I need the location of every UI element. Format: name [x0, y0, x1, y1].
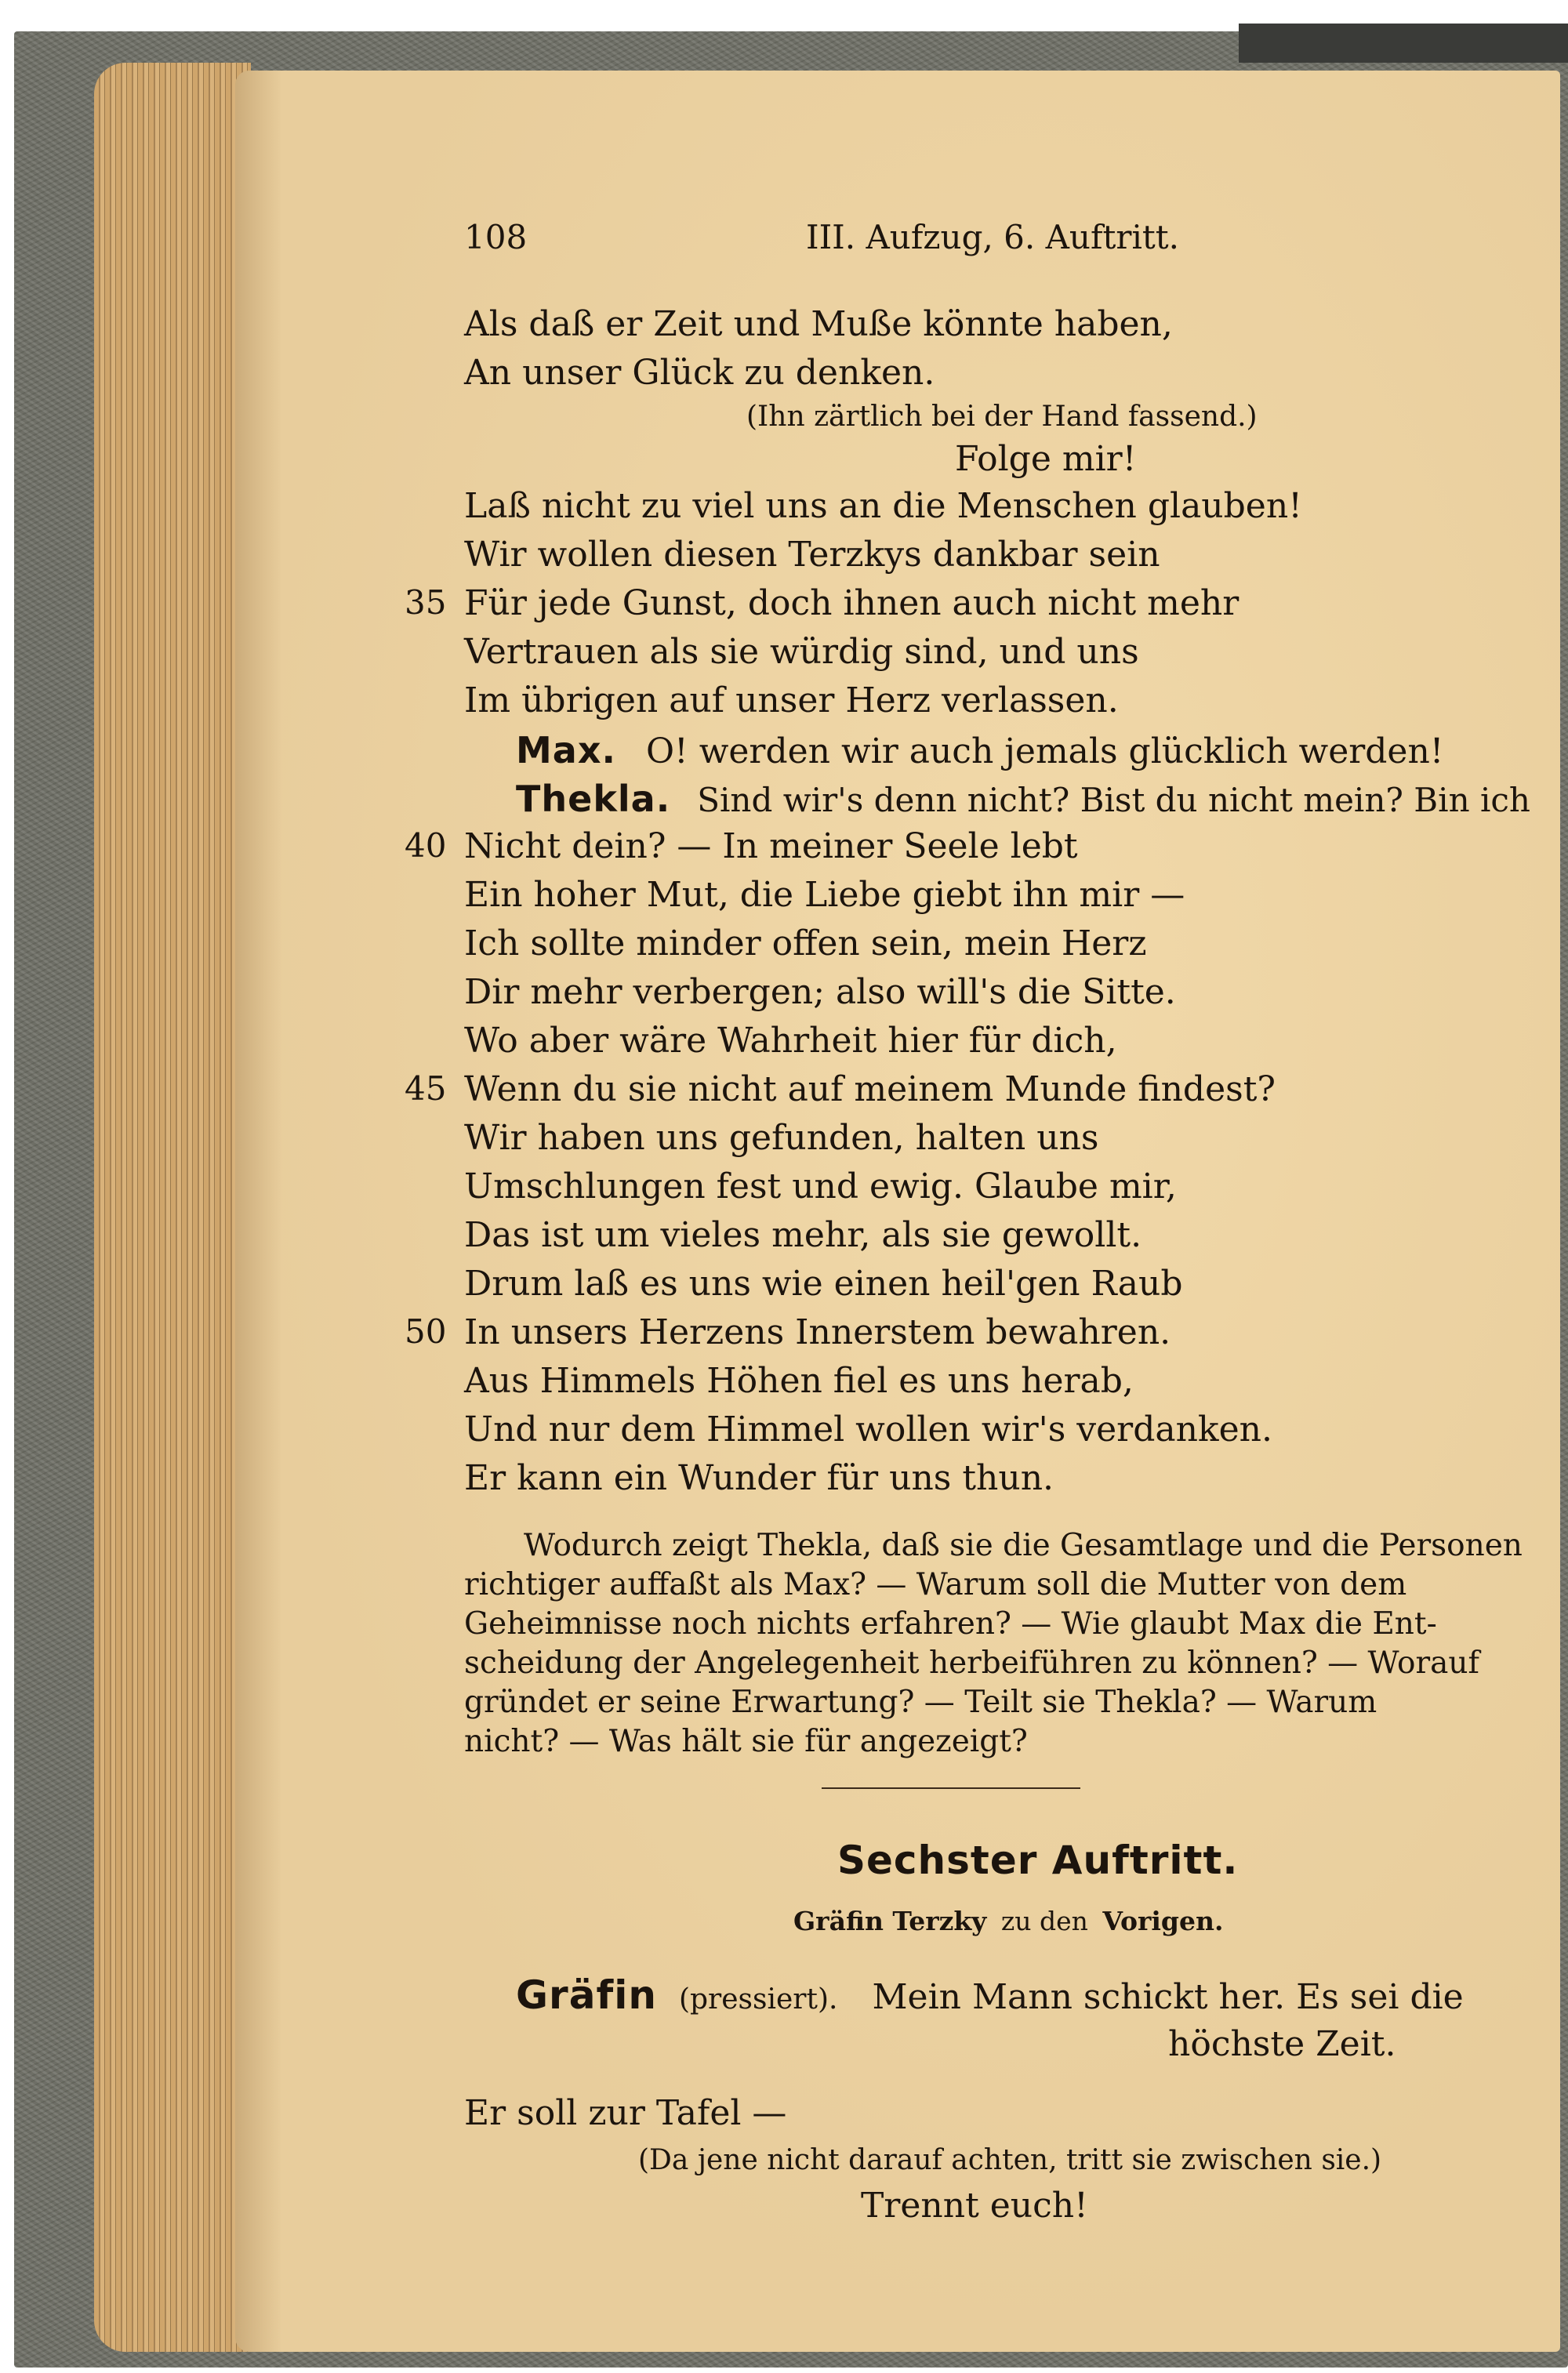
line-number: 35 — [405, 583, 447, 622]
verse-line: Umschlungen fest und ewig. Glaube mir, — [464, 1167, 1177, 1206]
line-number: 50 — [405, 1312, 447, 1351]
book-binding-edge — [1239, 24, 1568, 63]
speaker-name: Max. — [516, 729, 616, 771]
dialogue-text: Sind wir's denn nicht? Bist du nicht mein? Bin ich — [697, 781, 1530, 819]
study-question-line: richtiger auffaßt als Max? — Warum soll die Mutter von dem — [464, 1567, 1407, 1602]
character-name: Gräfin Terzky — [793, 1906, 987, 1936]
verse-line: Für jede Gunst, doch ihnen auch nicht mehr — [464, 583, 1240, 623]
line-number: 40 — [405, 826, 447, 865]
study-question-line: Wodurch zeigt Thekla, daß sie die Gesamtlage und die Personen — [524, 1528, 1523, 1563]
section-divider — [822, 1787, 1080, 1789]
stage-direction: (Ihn zärtlich bei der Hand fassend.) — [746, 401, 1258, 433]
study-question-line: nicht? — Was hält sie für angezeigt? — [464, 1724, 1028, 1759]
verse-line: Er soll zur Tafel — — [464, 2093, 787, 2133]
dialogue-line-graefin — [516, 1972, 1464, 2018]
verse-line: Laß nicht zu viel uns an die Menschen glauben! — [464, 486, 1302, 526]
verse-line: An unser Glück zu denken. — [464, 353, 935, 393]
dialogue-line-max — [516, 729, 1444, 771]
verse-line: In unsers Herzens Innerstem bewahren. — [464, 1312, 1171, 1352]
verse-line: Und nur dem Himmel wollen wir's verdanken. — [464, 1410, 1272, 1450]
speaker-name: Gräfin — [516, 1972, 657, 2018]
page-edges — [94, 63, 251, 2352]
verse-line: Im übrigen auf unser Herz verlassen. — [464, 680, 1119, 720]
scene-connector: zu den — [1000, 1906, 1088, 1936]
verse-line: höchste Zeit. — [1168, 2024, 1396, 2064]
verse-line: Aus Himmels Höhen fiel es uns herab, — [464, 1361, 1134, 1401]
study-question-line: scheidung der Angelegenheit herbeiführen zu können? — Worauf — [464, 1645, 1479, 1681]
verse-line: Er kann ein Wunder für uns thun. — [464, 1458, 1054, 1498]
speaker-name: Thekla. — [516, 778, 671, 820]
verse-line: Wenn du sie nicht auf meinem Munde findest? — [464, 1069, 1276, 1109]
verse-line: Wir haben uns gefunden, halten uns — [464, 1118, 1099, 1158]
stage-direction-inline: (pressiert). — [678, 1983, 838, 2016]
verse-line: Trennt euch! — [861, 2186, 1088, 2226]
dialogue-text: Mein Mann schickt her. Es sei die — [872, 1977, 1464, 2017]
scene-characters — [793, 1908, 1223, 1934]
line-number: 45 — [405, 1069, 447, 1108]
study-question-line: gründet er seine Erwartung? — Teilt sie Thekla? — Warum — [464, 1685, 1377, 1720]
dialogue-text: O! werden wir auch jemals glücklich werden! — [645, 731, 1444, 771]
page-108 — [235, 71, 1560, 2352]
verse-line: Wo aber wäre Wahrheit hier für dich, — [464, 1021, 1117, 1061]
character-group: Vorigen. — [1102, 1906, 1224, 1936]
verse-line: Ich sollte minder offen sein, mein Herz — [464, 923, 1147, 963]
verse-line: Dir mehr verbergen; also will's die Sitte. — [464, 972, 1176, 1012]
verse-line: Wir wollen diesen Terzkys dankbar sein — [464, 535, 1160, 575]
verse-line: Nicht dein? — In meiner Seele lebt — [464, 826, 1078, 866]
study-question-line: Geheimnisse noch nichts erfahren? — Wie glaubt Max die Ent- — [464, 1606, 1437, 1642]
verse-line: Das ist um vieles mehr, als sie gewollt. — [464, 1215, 1142, 1255]
scene-title: Sechster Auftritt. — [837, 1838, 1239, 1883]
verse-line: Drum laß es uns wie einen heil'gen Raub — [464, 1264, 1183, 1304]
running-head: III. Aufzug, 6. Auftritt. — [806, 218, 1180, 256]
page-number: 108 — [464, 218, 528, 256]
verse-line: Ein hoher Mut, die Liebe giebt ihn mir — — [464, 875, 1185, 915]
stage-direction: (Da jene nicht darauf achten, tritt sie zwischen sie.) — [638, 2144, 1382, 2176]
verse-line: Vertrauen als sie würdig sind, und uns — [464, 632, 1139, 672]
verse-line: Folge mir! — [955, 439, 1137, 479]
verse-line: Als daß er Zeit und Muße könnte haben, — [464, 304, 1173, 344]
dialogue-line-thekla — [516, 778, 1530, 820]
